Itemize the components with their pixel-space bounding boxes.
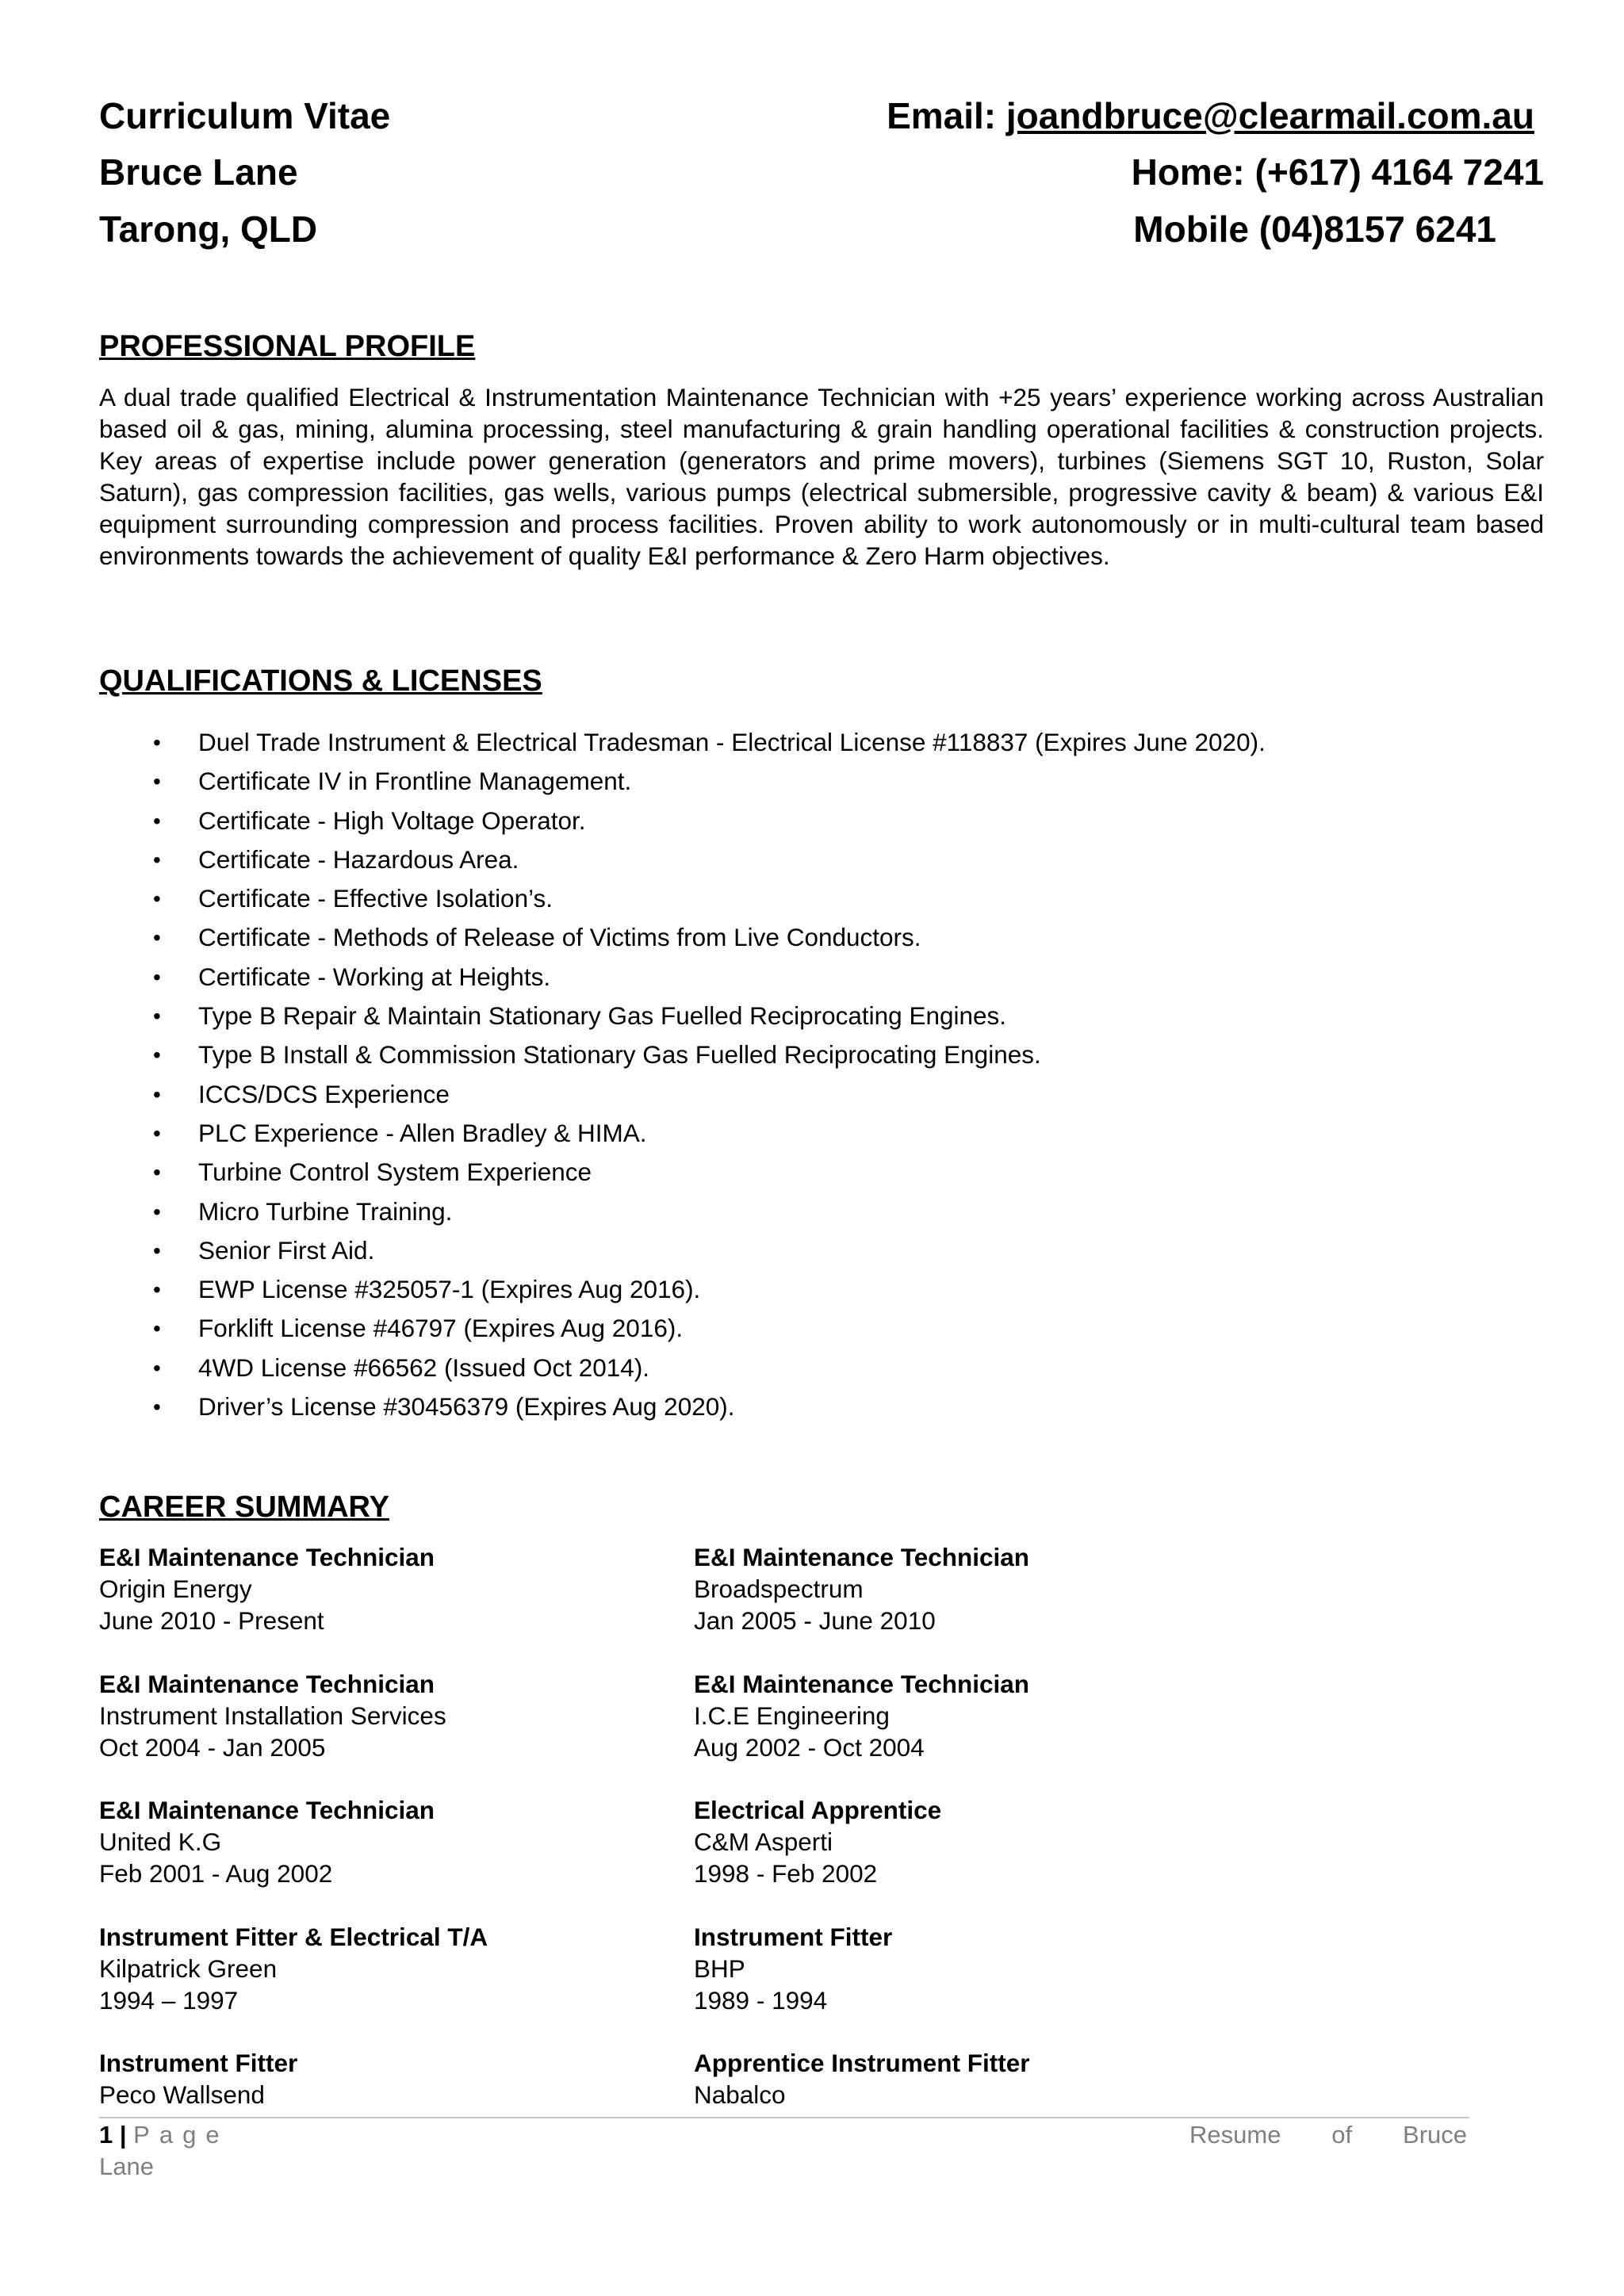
career-role: Instrument Fitter & Electrical T/A	[99, 1922, 488, 1951]
career-dates: Jan 2005 - June 2010	[694, 1606, 936, 1635]
bullet-icon: •	[153, 1316, 161, 1341]
career-heading: CAREER SUMMARY	[99, 1490, 389, 1524]
email-line	[841, 94, 1534, 138]
career-summary	[99, 1541, 1526, 2174]
footer-resume-label	[1189, 2119, 1467, 2151]
bullet-icon: •	[153, 1277, 161, 1303]
qualification-item	[99, 1231, 1526, 1270]
career-company: Origin Energy	[99, 1575, 252, 1603]
career-row	[99, 2047, 1526, 2174]
qualification-item	[99, 762, 1526, 801]
career-company: United K.G	[99, 1827, 222, 1856]
qualification-text: Certificate - Methods of Release of Victims from Live Conductors.	[198, 923, 921, 952]
career-entry	[694, 1794, 1249, 1889]
qualification-text: 4WD License #66562 (Issued Oct 2014).	[198, 1353, 650, 1382]
career-role: E&I Maintenance Technician	[99, 1796, 435, 1824]
career-row	[99, 1794, 1526, 1921]
career-role: Electrical Apprentice	[694, 1796, 942, 1824]
footer-word: of	[1331, 2121, 1353, 2149]
career-role: E&I Maintenance Technician	[99, 1543, 435, 1571]
qualification-text: Certificate - Effective Isolation’s.	[198, 884, 553, 913]
bullet-icon: •	[153, 1238, 161, 1263]
career-entry	[99, 2047, 654, 2110]
qualification-item	[99, 1349, 1526, 1387]
qualification-text: Type B Install & Commission Stationary Gas Fuelled Reciprocating Engines.	[198, 1040, 1041, 1070]
qualification-text: Turbine Control System Experience	[198, 1158, 592, 1187]
career-entry	[99, 1541, 654, 1636]
career-dates: 1998 - Feb 2002	[694, 1859, 878, 1888]
career-company: Kilpatrick Green	[99, 1954, 278, 1983]
career-entry	[99, 1921, 654, 2016]
mobile-phone: (04)8157 6241	[1258, 209, 1496, 250]
profile-heading: PROFESSIONAL PROFILE	[99, 330, 476, 363]
bullet-icon: •	[153, 1004, 161, 1029]
page-separator: |	[113, 2121, 134, 2149]
page-word: Page	[133, 2121, 229, 2149]
qualification-item	[99, 1114, 1526, 1153]
qualification-item	[99, 879, 1526, 918]
qualification-text: Certificate - Working at Heights.	[198, 962, 551, 991]
mobile-phone-line	[793, 207, 1496, 251]
qualification-item	[99, 958, 1526, 997]
career-entry	[694, 2047, 1249, 2110]
career-role: Apprentice Instrument Fitter	[694, 2049, 1030, 2077]
qualification-text: Senior First Aid.	[198, 1235, 375, 1265]
career-row	[99, 1668, 1526, 1795]
qualification-item	[99, 1075, 1526, 1114]
career-dates: Oct 2004 - Jan 2005	[99, 1732, 326, 1762]
career-entry	[694, 1668, 1249, 1763]
qualification-item	[99, 840, 1526, 879]
qualification-item	[99, 997, 1526, 1035]
bullet-icon: •	[153, 1395, 161, 1420]
career-dates: June 2010 - Present	[99, 1606, 324, 1635]
email-label: Email:	[887, 95, 997, 136]
qualification-item	[99, 1035, 1526, 1074]
bullet-icon: •	[153, 808, 161, 833]
bullet-icon: •	[153, 1355, 161, 1380]
footer-divider	[99, 2117, 1469, 2118]
career-dates: 1989 - 1994	[694, 1985, 828, 2015]
page-footer-number	[99, 2119, 229, 2151]
qualification-item	[99, 1309, 1526, 1348]
email-link[interactable]: joandbruce@clearmail.com.au	[1005, 95, 1534, 136]
qualification-item	[99, 1270, 1526, 1309]
home-label: Home:	[1131, 151, 1245, 193]
qualification-item	[99, 802, 1526, 840]
career-company: C&M Asperti	[694, 1827, 833, 1856]
bullet-icon: •	[153, 1081, 161, 1107]
career-company: I.C.E Engineering	[694, 1701, 890, 1730]
career-role: E&I Maintenance Technician	[99, 1669, 435, 1698]
page-number: 1	[99, 2121, 113, 2149]
career-company: Peco Wallsend	[99, 2080, 265, 2109]
career-entry	[99, 1668, 654, 1763]
bullet-icon: •	[153, 886, 161, 912]
home-phone: (+617) 4164 7241	[1254, 151, 1544, 193]
qualification-text: Forklift License #46797 (Expires Aug 2016).	[198, 1314, 684, 1343]
bullet-icon: •	[153, 1160, 161, 1185]
qualifications-heading: QUALIFICATIONS & LICENSES	[99, 664, 542, 698]
qualification-text: Driver’s License #30456379 (Expires Aug 2020).	[198, 1392, 735, 1422]
career-company: Nabalco	[694, 2080, 786, 2109]
career-company: Instrument Installation Services	[99, 1701, 446, 1730]
footer-word: Resume	[1189, 2121, 1281, 2149]
career-role: Instrument Fitter	[99, 2049, 298, 2077]
bullet-icon: •	[153, 769, 161, 794]
qualification-text: Certificate - High Voltage Operator.	[198, 806, 586, 835]
bullet-icon: •	[153, 1120, 161, 1146]
bullet-icon: •	[153, 964, 161, 989]
qualification-text: EWP License #325057-1 (Expires Aug 2016).	[198, 1275, 701, 1304]
qualification-text: Micro Turbine Training.	[198, 1196, 453, 1226]
career-role: E&I Maintenance Technician	[694, 1543, 1030, 1571]
qualification-text: Type B Repair & Maintain Stationary Gas Fuelled Reciprocating Engines.	[198, 1001, 1007, 1031]
footer-word: Bruce	[1403, 2121, 1467, 2149]
career-role: E&I Maintenance Technician	[694, 1669, 1030, 1698]
qualification-text: Certificate IV in Frontline Management.	[198, 767, 632, 796]
qualification-item	[99, 1153, 1526, 1192]
bullet-icon: •	[153, 1199, 161, 1224]
career-role: Instrument Fitter	[694, 1922, 893, 1951]
footer-word: Lane	[99, 2152, 154, 2180]
bullet-icon: •	[153, 847, 161, 872]
qualification-text: Certificate - Hazardous Area.	[198, 844, 519, 874]
career-entry	[99, 1794, 654, 1889]
qualifications-list	[99, 723, 1526, 1426]
qualification-text: Duel Trade Instrument & Electrical Tradesman - Electrical License #118837 (Expires June 2020).	[198, 728, 1266, 756]
qualification-item	[99, 1387, 1526, 1426]
bullet-icon: •	[153, 730, 161, 755]
career-row	[99, 1921, 1526, 2048]
candidate-name: Bruce Lane	[99, 151, 298, 193]
qualification-text: PLC Experience - Allen Bradley & HIMA.	[198, 1118, 647, 1147]
bullet-icon: •	[153, 1043, 161, 1068]
candidate-location: Tarong, QLD	[99, 209, 318, 250]
qualification-item	[99, 918, 1526, 957]
document-title: Curriculum Vitae	[99, 95, 391, 136]
career-company: Broadspectrum	[694, 1575, 864, 1603]
qualification-item	[99, 1192, 1526, 1231]
qualification-text: ICCS/DCS Experience	[198, 1079, 450, 1108]
home-phone-line	[793, 150, 1544, 194]
career-entry	[694, 1921, 1249, 2016]
career-row	[99, 1541, 1526, 1668]
career-company: BHP	[694, 1954, 745, 1983]
career-dates: Feb 2001 - Aug 2002	[99, 1859, 333, 1888]
profile-text: A dual trade qualified Electrical & Instrumentation Maintenance Technician with +25 years’ experience working across Australian based oil & gas, mining, alumina processing, steel manufacturing & grain handling operational facilities & construction projects. Key areas of expertise include power generation (generators and prime movers), turbines (Siemens SGT 10, Ruston, Solar Saturn), gas compression facilities, gas wells, various pumps (electrical submersible, progressive cavity & beam) & various E&I equipment surrounding compression and process facilities. Proven ability to work autonomously or in multi-cultural team based environments towards the achievement of quality E&I performance & Zero Harm objectives.	[99, 383, 1544, 570]
qualification-item	[99, 723, 1526, 762]
career-entry	[694, 1541, 1249, 1636]
mobile-label: Mobile	[1133, 209, 1249, 250]
bullet-icon: •	[153, 925, 161, 951]
career-dates: Aug 2002 - Oct 2004	[694, 1732, 925, 1762]
career-dates: 1994 – 1997	[99, 1985, 239, 2015]
